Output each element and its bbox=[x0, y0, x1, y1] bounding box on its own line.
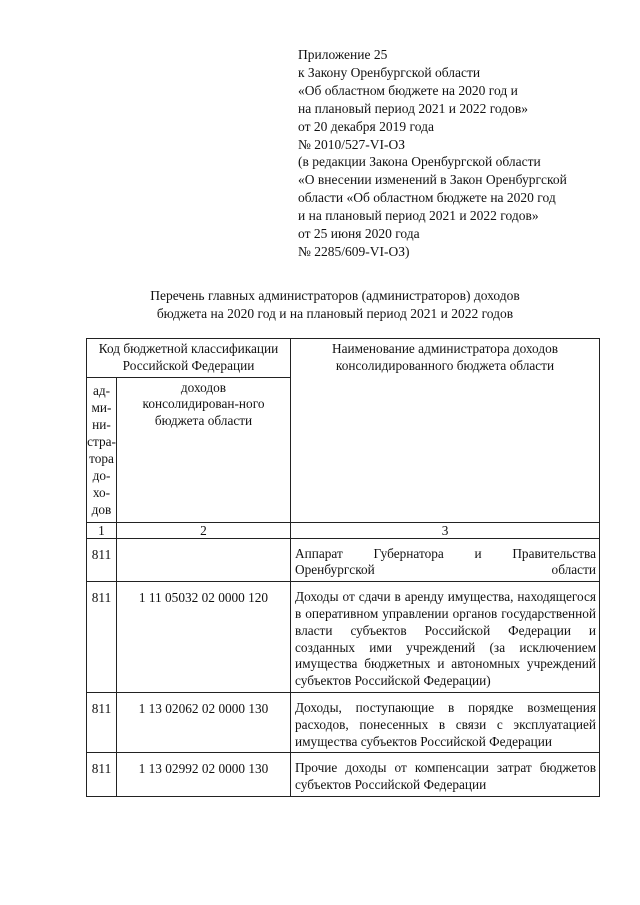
header-row bbox=[87, 339, 600, 378]
table-row bbox=[87, 692, 600, 752]
appendix-line: (в редакции Закона Оренбургской области bbox=[298, 154, 541, 170]
income-column-header: доходов консолидирован-ного бюджета области bbox=[117, 377, 291, 522]
table-row bbox=[87, 582, 600, 693]
appendix-line: от 25 июня 2020 года bbox=[298, 226, 420, 242]
income-name-cell: Доходы, поступающие в порядке возмещения расходов, понесенных в связи с эксплуатацией имущества субъектов Российской Федерации bbox=[291, 692, 600, 752]
table-row bbox=[87, 753, 600, 797]
appendix-line: № 2010/527-VI-ОЗ bbox=[298, 136, 406, 152]
appendix-line: области «Об областном бюджете на 2020 год bbox=[298, 190, 556, 206]
title-line-2: бюджета на 2020 год и на плановый период 2021 и 2022 годов bbox=[156, 305, 514, 321]
table-row bbox=[87, 538, 600, 582]
appendix-line: на плановый период 2021 и 2022 годов» bbox=[298, 100, 529, 116]
appendix-line: Приложение 25 bbox=[298, 47, 388, 62]
administrators-table bbox=[86, 338, 600, 797]
admin-code-cell: 811 bbox=[87, 538, 117, 582]
appendix-block bbox=[298, 46, 618, 261]
income-code-cell: 1 13 02992 02 0000 130 bbox=[117, 753, 291, 797]
column-number: 1 bbox=[87, 522, 117, 538]
appendix-line: к Закону Оренбургской области bbox=[298, 64, 481, 80]
income-name-cell: Доходы от сдачи в аренду имущества, находящегося в оперативном управлении органов государственной власти субъектов Российской Федерации и созданных ими учреждений (за исключением имущества бюджетных и автономных учреждений субъектов Российской Федерации) bbox=[291, 582, 600, 693]
admin-code-cell: 811 bbox=[87, 753, 117, 797]
income-code-cell: 1 13 02062 02 0000 130 bbox=[117, 692, 291, 752]
appendix-line: от 20 декабря 2019 года bbox=[298, 118, 434, 134]
appendix-line: № 2285/609-VI-ОЗ) bbox=[298, 243, 410, 259]
column-number-row bbox=[87, 522, 600, 538]
column-number: 2 bbox=[117, 522, 291, 538]
admin-code-cell: 811 bbox=[87, 692, 117, 752]
income-name-cell: Прочие доходы от компенсации затрат бюджетов субъектов Российской Федерации bbox=[291, 753, 600, 797]
admin-column-header: ад-ми-ни-стра-тора до-хо-дов bbox=[87, 377, 117, 522]
title-line-1: Перечень главных администраторов (администраторов) доходов bbox=[150, 288, 520, 303]
income-code-cell bbox=[117, 538, 291, 582]
admin-name-cell: Аппарат Губернатора и Правительства Оренбургской области bbox=[291, 538, 600, 582]
name-column-header: Наименование администратора доходов консолидированного бюджета области bbox=[291, 339, 600, 523]
appendix-line: «О внесении изменений в Закон Оренбургской bbox=[298, 172, 567, 188]
income-code-cell: 1 11 05032 02 0000 120 bbox=[117, 582, 291, 693]
document-title bbox=[100, 287, 570, 322]
appendix-line: «Об областном бюджете на 2020 год и bbox=[298, 82, 518, 98]
admin-code-cell: 811 bbox=[87, 582, 117, 693]
appendix-line: и на плановый период 2021 и 2022 годов» bbox=[298, 208, 539, 224]
code-group-header: Код бюджетной классификации Российской Федерации bbox=[87, 339, 291, 378]
column-number: 3 bbox=[291, 522, 600, 538]
